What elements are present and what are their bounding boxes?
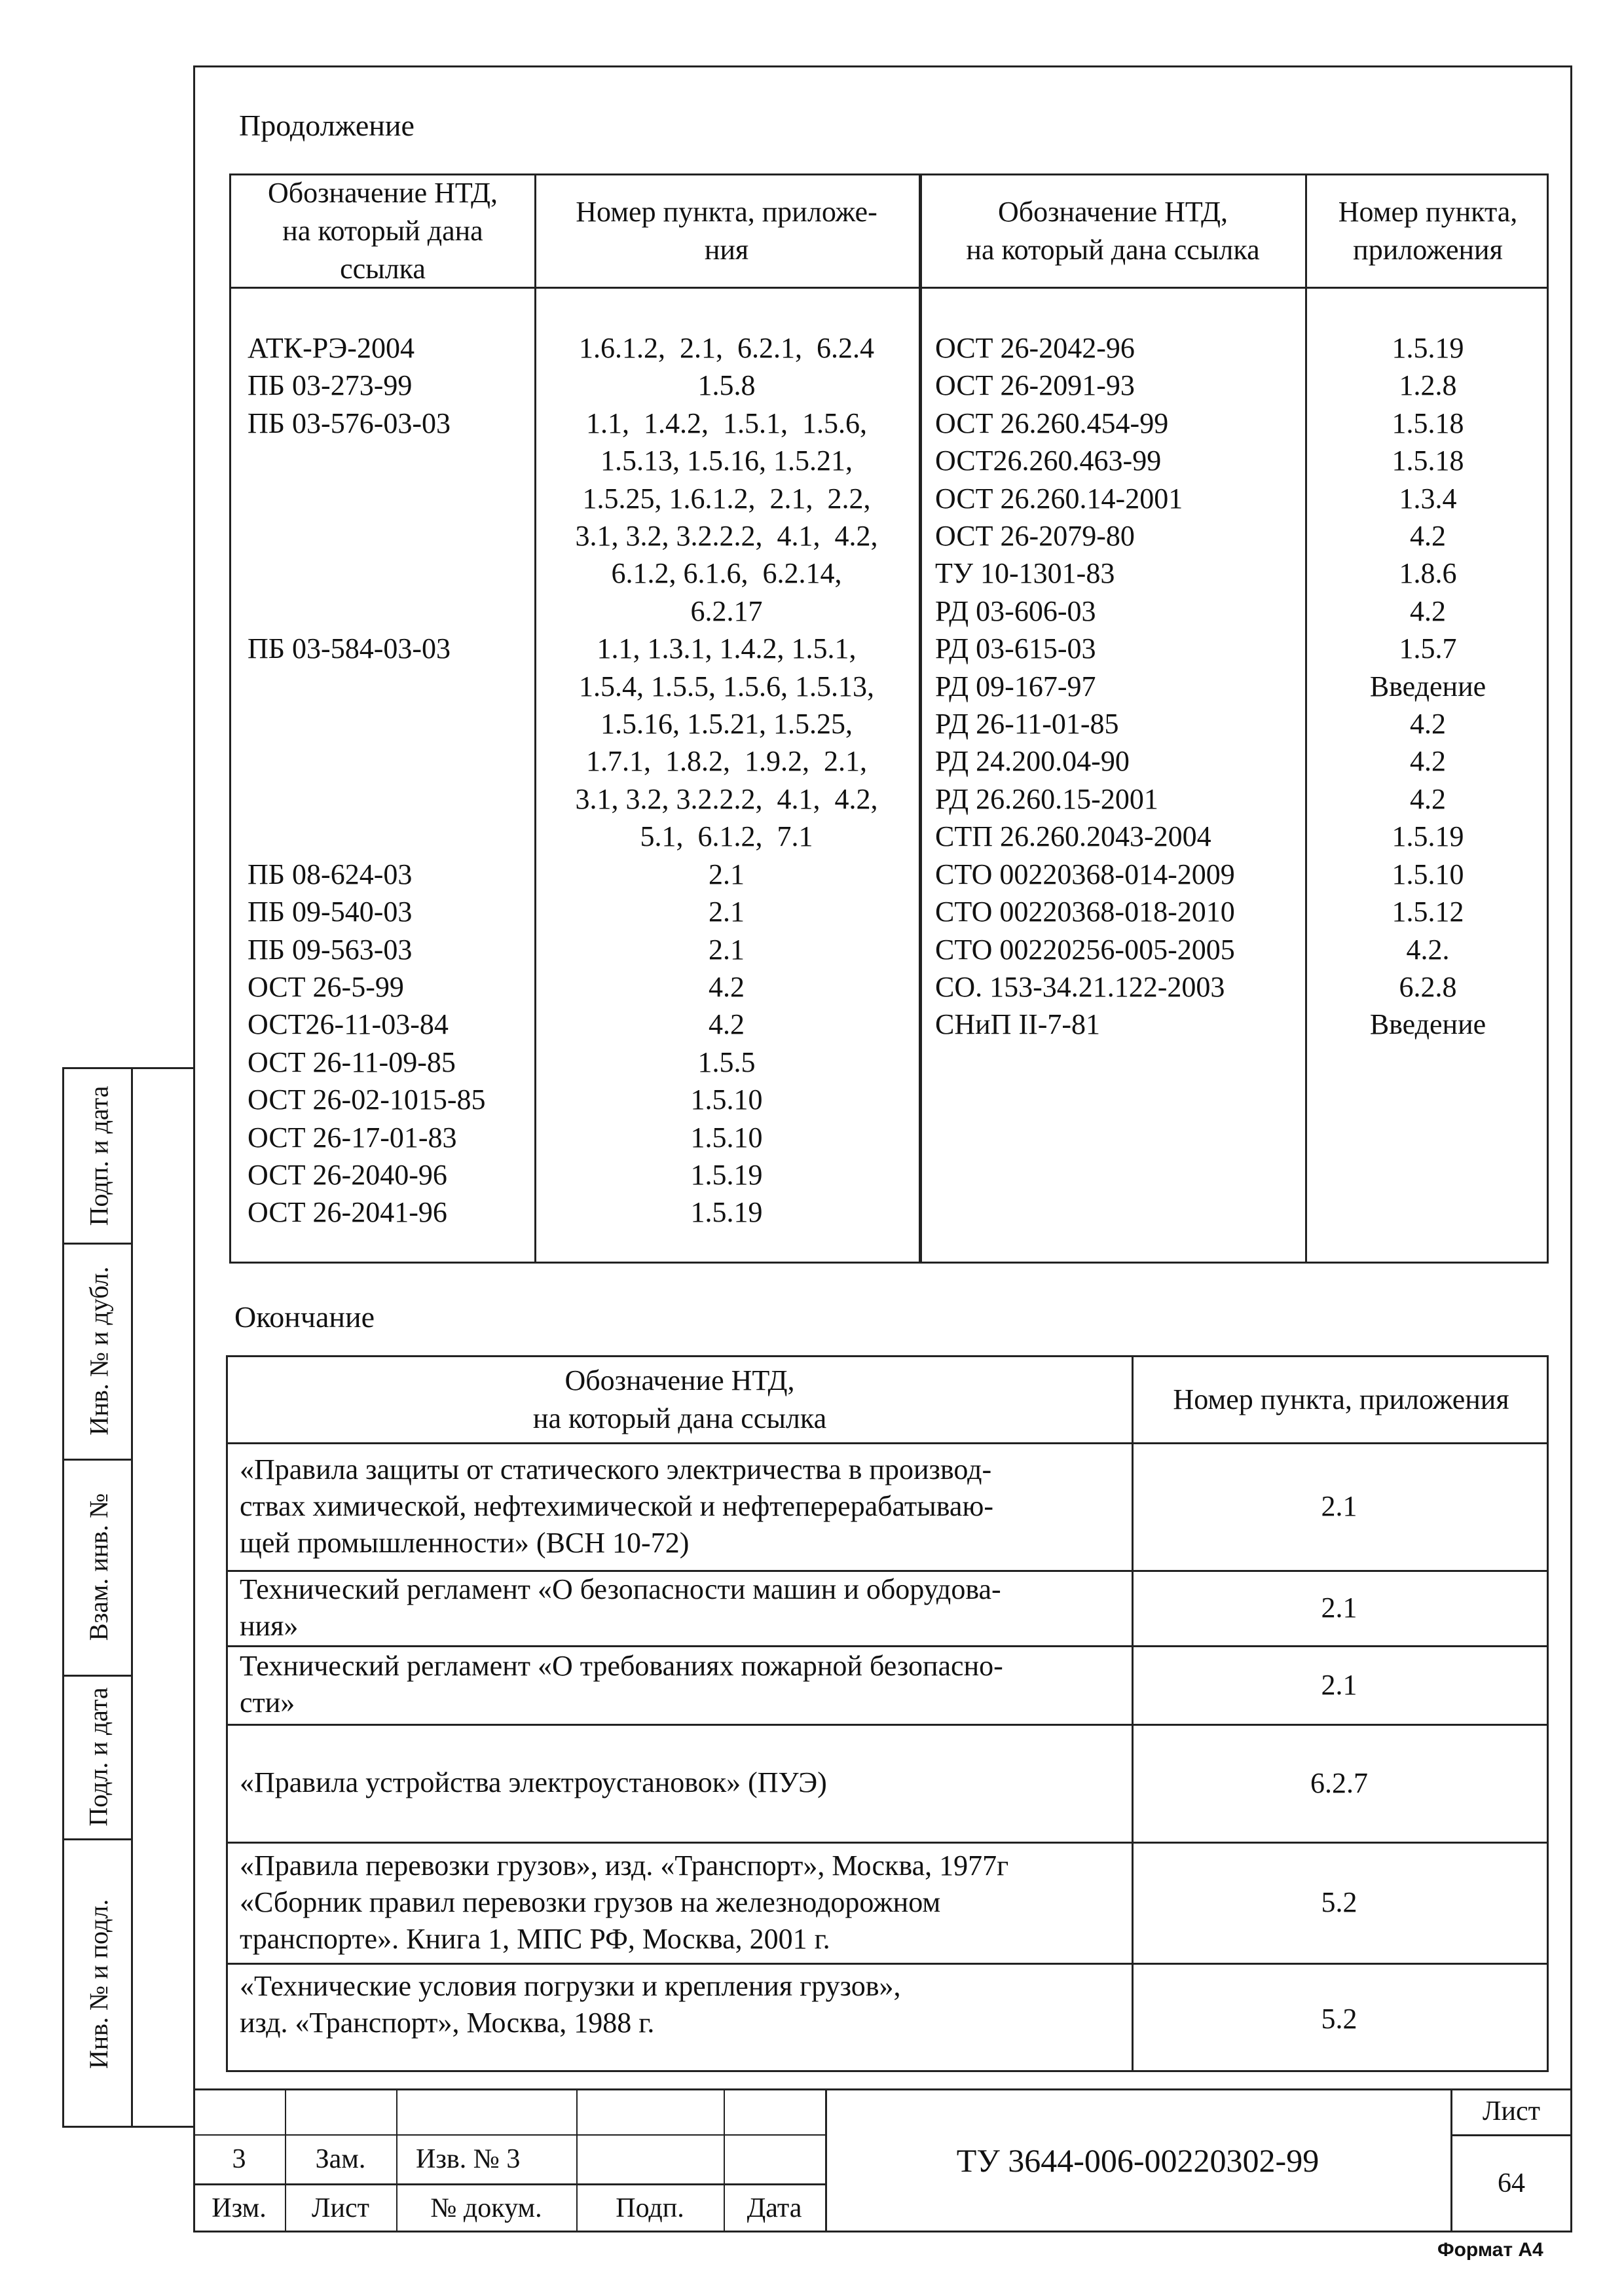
t2-row-item: 2.1 — [1321, 1592, 1357, 1624]
ntd-reference-table — [229, 173, 1549, 1264]
t2-row-item: 5.2 — [1321, 1886, 1357, 1918]
continuation-title: Продолжение — [239, 109, 415, 142]
t2-row-doc: «Правила перевозки грузов», изд. «Транспорт», Москва, 1977г «Сборник правил перевозки грузов на железнодорожном транспорте». Книга 1, МПС РФ, Москва, 2001 г. — [240, 1849, 1009, 1955]
ending-title: Окончание — [234, 1300, 375, 1334]
stamp-change-kind: Зам. — [315, 2143, 366, 2174]
left-item-list: 1.6.1.2, 2.1, 6.2.1, 6.2.4 1.5.8 1.1, 1.4.2, 1.5.1, 1.5.6, 1.5.13, 1.5.16, 1.5.21, 1.5.25, 1.6.1.2, 2.1, 2.2, 3.1, 3.2, 3.2.2.2, 4.1, 4.2, 6.1.2, 6.1.6, 6.2.14, 6.2.17 1.1, 1.3.1, 1.4.2, 1.5.1, 1.5.4, 1.5.5, 1.5.6, 1.5.13, 1.5.16, 1.5.21, 1.5.25, 1.7.1, 1.8.2, 1.9.2, 2.1, 3.1, 3.2, 3.2.2.2, 4.1, 4.2, 5.1, 6.1.2, 7.1 2.1 2.1 2.1 4.2 4.2 1.5.5 1.5.10 1.5.10 1.5.19 1.5.19 — [575, 332, 878, 1229]
header-doc-left: Обозначение НТД, на который дана ссылка — [267, 177, 498, 285]
stamp-col-doc: № докум. — [430, 2193, 542, 2223]
t2-header-doc: Обозначение НТД, на который дана ссылка — [532, 1364, 827, 1434]
stamp-col-sign: Подп. — [616, 2193, 684, 2223]
sheet-number: 64 — [1498, 2168, 1525, 2198]
stamp-change-no: 3 — [232, 2143, 246, 2174]
format-label: Формат А4 — [1437, 2239, 1543, 2261]
side-label-original: Инв. № и подл. — [84, 1899, 114, 2069]
header-item-right: Номер пункта, приложения — [1338, 196, 1518, 266]
t2-row-item: 2.1 — [1321, 1668, 1357, 1701]
document-designation: ТУ 3644-006-00220302-99 — [956, 2142, 1320, 2179]
stamp-col-izm: Изм. — [212, 2193, 267, 2223]
right-doc-list: ОСТ 26-2042-96 ОСТ 26-2091-93 ОСТ 26.260.454-99 ОСТ26.260.463-99 ОСТ 26.260.14-2001 ОСТ 26-2079-80 ТУ 10-1301-83 РД 03-606-03 РД 03-615-03 РД 09-167-97 РД 26-11-01-85 РД 24.200.04-90 РД 26.260.15-2001 СТП 26.260.2043-2004 СТО 00220368-014-2009 СТО 00220368-018-2010 СТО 00220256-005-2005 СО. 153-34.21.122-2003 СНиП II-7-81 — [935, 332, 1235, 1041]
stamp-notice: Изв. № 3 — [416, 2143, 521, 2174]
left-doc-list: АТК-РЭ-2004 ПБ 03-273-99 ПБ 03-576-03-03 ПБ 03-584-03-03 ПБ 08-624-03 ПБ 09-540-03 ПБ 09-563-03 ОСТ 26-5-99 ОСТ26-11-03-84 ОСТ 26-11-09-85 ОСТ 26-02-1015-85 ОСТ 26-17-01-83 ОСТ 26-2040-96 ОСТ 26-2041-96 — [248, 332, 486, 1229]
side-label-sign-date-2: Подл. и дата — [84, 1686, 113, 1827]
t2-header-item: Номер пункта, приложения — [1173, 1383, 1509, 1415]
title-block — [193, 2088, 1572, 2232]
t2-row-doc: «Правила устройства электроустановок» (ПУЭ) — [240, 1766, 827, 1798]
side-label-sign-date: Подп. и дата — [84, 1085, 114, 1226]
t2-row-item: 2.1 — [1321, 1490, 1357, 1522]
side-label-dup: Инв. № и дубл. — [84, 1266, 114, 1435]
stamp-col-date: Дата — [747, 2193, 802, 2223]
header-item-left: Номер пункта, приложе- ния — [576, 196, 877, 266]
t2-row-doc: Технический регламент «О требованиях пожарной безопасно- сти» — [240, 1650, 1003, 1719]
t2-row-doc: Технический регламент «О безопасности машин и оборудова- ния» — [240, 1573, 1001, 1642]
sheet-label: Лист — [1483, 2096, 1540, 2126]
right-item-list: 1.5.19 1.2.8 1.5.18 1.5.18 1.3.4 4.2 1.8.6 4.2 1.5.7 Введение 4.2 4.2 4.2 1.5.19 1.5.10 1.5.12 4.2. 6.2.8 Введение — [1369, 332, 1486, 1041]
ntd-ending-table — [226, 1355, 1549, 2072]
side-label-replace: Взам. инв. № — [84, 1493, 114, 1641]
t2-row-doc: «Правила защиты от статического электричества в производ- ствах химической, нефтехимической и нефтеперерабатываю- щей промышленности» (ВСН 10-72) — [240, 1453, 993, 1559]
side-stamp — [62, 1067, 193, 2128]
t2-row-item: 6.2.7 — [1310, 1766, 1368, 1799]
stamp-col-list: Лист — [312, 2193, 369, 2223]
header-doc-right: Обозначение НТД, на который дана ссылка — [966, 196, 1260, 266]
t2-row-doc: «Технические условия погрузки и крепления грузов», изд. «Транспорт», Москва, 1988 г. — [240, 1970, 901, 2039]
t2-row-item: 5.2 — [1321, 2002, 1357, 2035]
